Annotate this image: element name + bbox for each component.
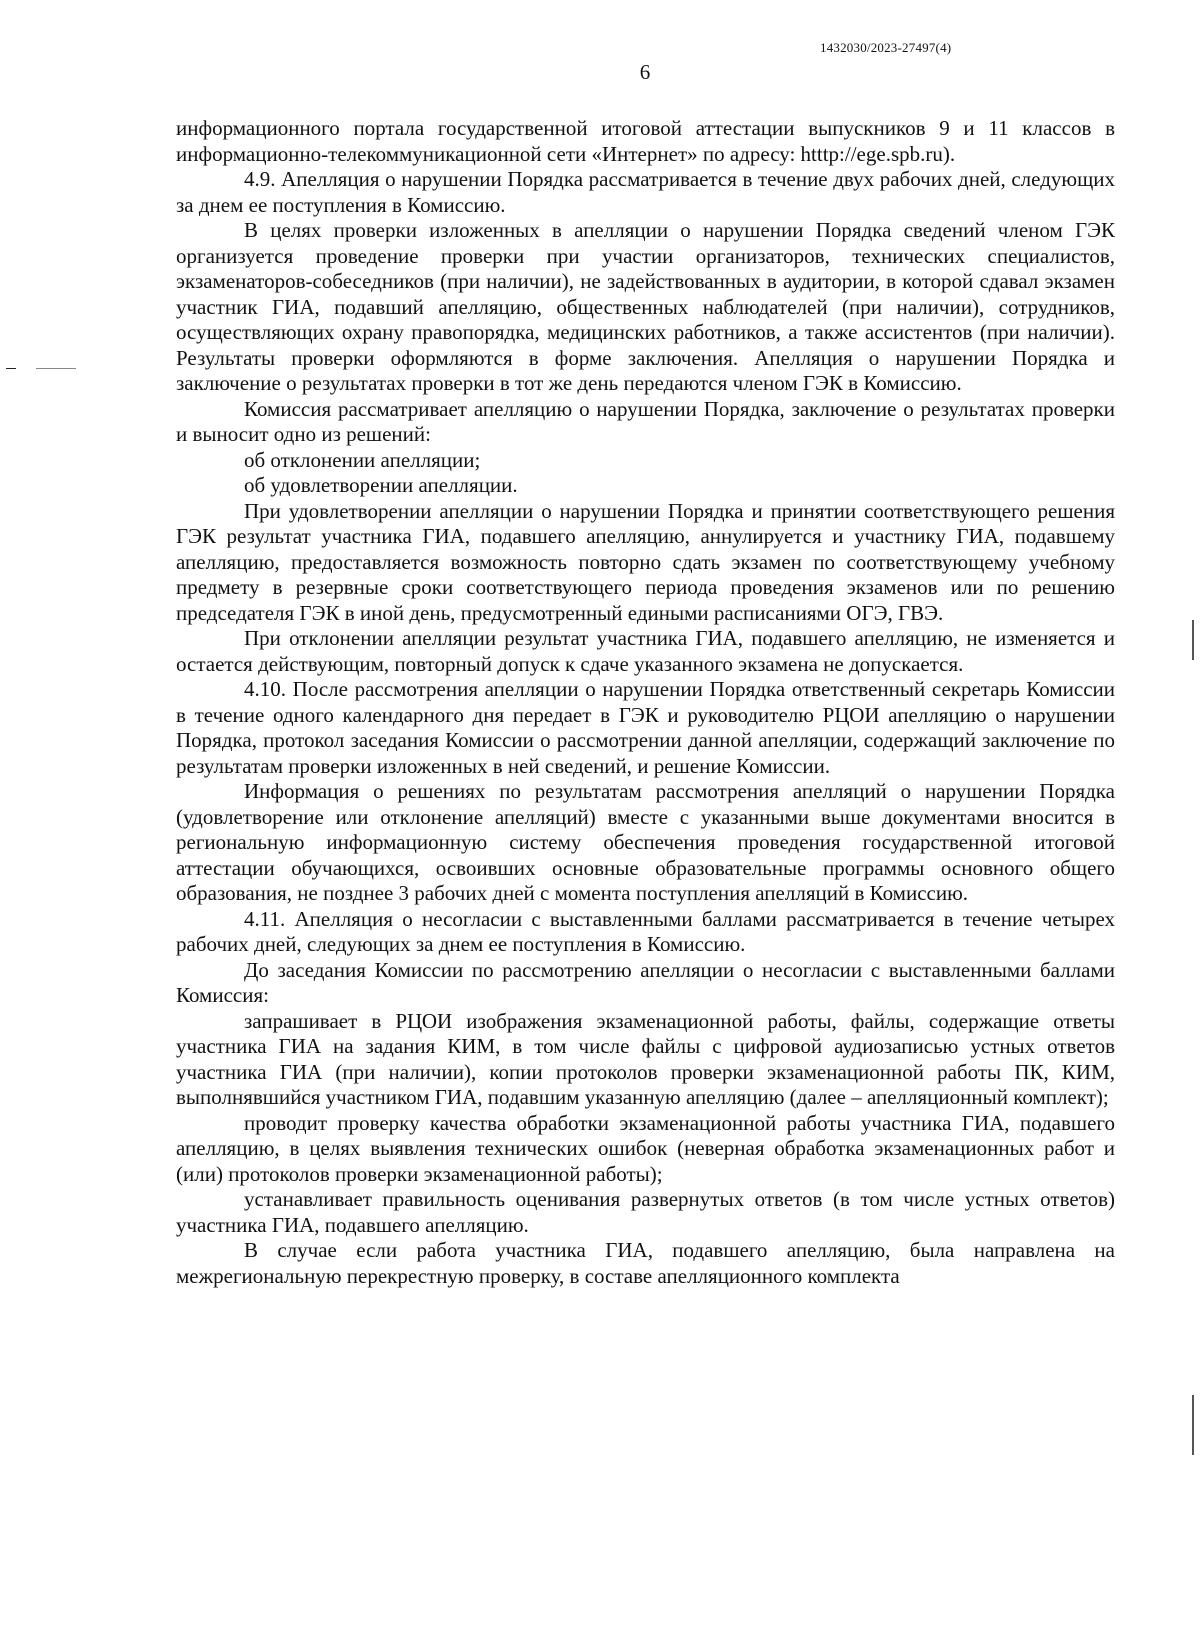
- list-item-establishes-correctness: устанавливает правильность оценивания развернутых ответов (в том числе устных ответов) участника ГИА, подавшего апелляцию.: [176, 1187, 1115, 1237]
- scan-mark-right: [1192, 620, 1194, 660]
- paragraph-information-entry: Информация о решениях по результатам рассмотрения апелляций о нарушении Порядка (удовлетворение или отклонение апелляций) вместе с указанными выше документами вносится в региональную информационную систему обеспечения проведения государственной итоговой аттестации обучающихся, освоивших основные образовательные программы основного общего образования, не позднее 3 рабочих дней с момента поступления апелляций в Комиссию.: [176, 779, 1115, 905]
- page-number: 6: [639, 60, 651, 84]
- paragraph-verification: В целях проверки изложенных в апелляции о нарушении Порядка сведений членом ГЭК организуется проведение проверки при участии организаторов, технических специалистов, экзаменаторов-собеседников (при наличии), не задействованных в аудитории, в которой сдавал экзамен участник ГИА, подавший апелляцию, общественных наблюдателей (при наличии), сотрудников, осуществляющих охрану правопорядка, медицинских работников, а также ассистентов (при наличии). Результаты проверки оформляются в форме заключения. Апелляция о нарушении Порядка и заключение о результатах проверки в тот же день передаются членом ГЭК в Комиссию.: [176, 218, 1115, 395]
- decision-satisfaction: об удовлетворении апелляции.: [244, 473, 518, 497]
- paragraph-commission-decisions: Комиссия рассматривает апелляцию о нарушении Порядка, заключение о результатах проверки и выносит одно из решений:: [176, 396, 1115, 446]
- paragraph-interregional-check: В случае если работа участника ГИА, подавшего апелляцию, была направлена на межрегиональную перекрестную проверку, в составе апелляционного комплекта: [176, 1238, 1115, 1288]
- paragraph-4-11: 4.11. Апелляция о несогласии с выставленными баллами рассматривается в течение четырех рабочих дней, следующих за днем ее поступления в Комиссию.: [176, 906, 1115, 956]
- list-item-requests-images: запрашивает в РЦОИ изображения экзаменационной работы, файлы, содержащие ответы участника ГИА на задания КИМ, в том числе файлы с цифровой аудиозаписью устных ответов участника ГИА (при наличии), копии протоколов проверки экзаменационной работы ПК, КИМ, выполнявшийся участником ГИА, подавшим указанную апелляцию (далее – апелляционный комплект);: [176, 1008, 1115, 1109]
- paragraph-before-meeting: До заседания Комиссии по рассмотрению апелляции о несогласии с выставленными баллами Комиссия:: [176, 957, 1115, 1007]
- paragraph-4-9: 4.9. Апелляция о нарушении Порядка рассматривается в течение двух рабочих дней, следующих за днем ее поступления в Комиссию.: [176, 167, 1115, 217]
- paragraph-satisfaction-result: При удовлетворении апелляции о нарушении Порядка и принятии соответствующего решения ГЭК результат участника ГИА, подавшего апелляцию, аннулируется и участнику ГИА, подавшему апелляцию, предоставляется возможность повторно сдать экзамен по соответствующему учебному предмету в резервные сроки соответствующего периода проведения экзаменов или по решению председателя ГЭК в иной день, предусмотренный едиными расписаниями ОГЭ, ГВЭ.: [176, 498, 1115, 625]
- paragraph-portal-continuation: информационного портала государственной итоговой аттестации выпускников 9 и 11 классов в информационно-телекоммуникационной сети «Интернет» по адресу: htttp://ege.spb.ru).: [176, 116, 1115, 166]
- list-item-checks-processing: проводит проверку качества обработки экзаменационной работы участника ГИА, подавшего апелляцию, в целях выявления технических ошибок (неверная обработка экзаменационных работ и (или) протоколов проверки экзаменационной работы);: [176, 1110, 1115, 1186]
- paragraph-4-10: 4.10. После рассмотрения апелляции о нарушении Порядка ответственный секретарь Комиссии в течение одного календарного дня передает в ГЭК и руководителю РЦОИ апелляцию о нарушении Порядка, протокол заседания Комиссии о рассмотрении данной апелляции, содержащий заключение по результатам проверки изложенных в ней сведений, и решение Комиссии.: [176, 677, 1115, 778]
- scan-mark-right-2: [1192, 1395, 1194, 1455]
- decision-rejection: об отклонении апелляции;: [244, 447, 481, 472]
- scan-mark-left-2: [36, 368, 76, 369]
- document-body: [176, 116, 1115, 1289]
- document-registration-number: 1432030/2023-27497(4): [820, 40, 952, 55]
- scan-mark-left: [6, 368, 16, 369]
- paragraph-rejection-result: При отклонении апелляции результат участника ГИА, подавшего апелляцию, не изменяется и остается действующим, повторный допуск к сдаче указанного экзамена не допускается.: [176, 626, 1115, 676]
